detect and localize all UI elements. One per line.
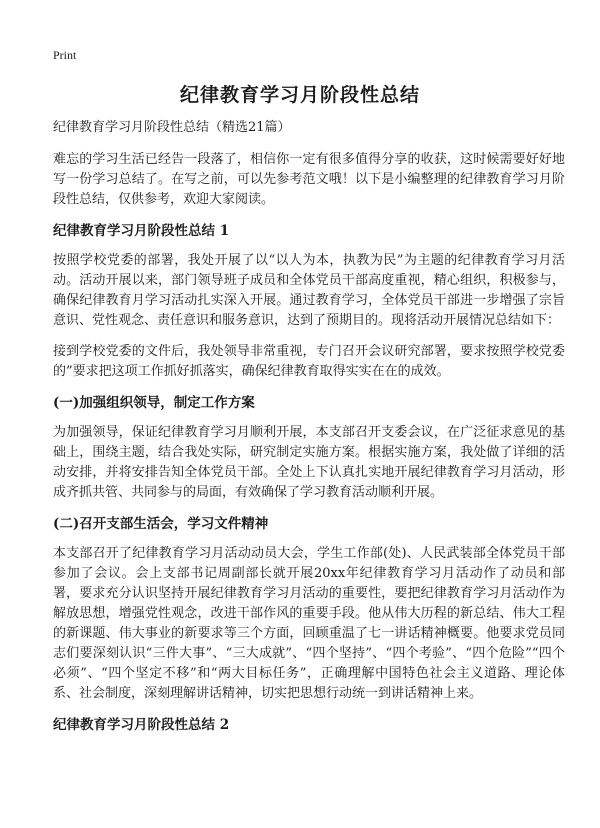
subsection-2-heading: (二)召开支部生活会，学习文件精神 <box>53 516 269 532</box>
print-link[interactable]: Print <box>53 48 77 62</box>
section-1-paragraph-2: 接到学校党委的文件后，我处领导非常重视，专门召开会议研究部署，要求按照学校党委的”要求把这项工作抓好抓落实，确保纪律教育取得实实在在的成效。 <box>53 344 565 379</box>
section-1-paragraph-1: 按照学校党委的部署，我处开展了以“以人为本，执教为民”为主题的纪律教育学习月活动。活动开展以来，部门领导班子成员和全体党员干部高度重视，精心组织，积极参与，确保纪律教育月学习活动扎实深入开展。通过教育学习，全体党员干部进一步增强了宗旨意识、党性观念、责任意识和服务意识，达到了预期目的。现将活动开展情况总结如下： <box>53 253 565 328</box>
section-1-heading: 纪律教育学习月阶段性总结 1 <box>53 223 230 239</box>
subsection-2-paragraph: 本支部召开了纪律教育学习月活动动员大会，学生工作部(处)、人民武装部全体党员干部参加了会议。会上支部书记周副部长就开展20xx年纪律教育学习月活动作了动员和部署，要求充分认识坚持开展纪律教育学习月活动的重要性，要把纪律教育学习月活动作为解放思想，增强党性观念，改进干部作风的重要手段。他从伟大历程的新总结、伟大工程的新课题、伟大事业的新要求等三个方面，回顾重温了七一讲话精神概要。他要求党员同志们要深刻认识“三件大事”、“三大成就”、“四个坚持”、“四个考验”、“四个危险”“四个必须”、“四个坚定不移”和“两大目标任务”，正确理解中国特色社会主义道路、理论体系、社会制度，深刻理解讲话精神，切实把思想行动统一到讲话精神上来。 <box>53 546 565 701</box>
section-2-heading: 纪律教育学习月阶段性总结 2 <box>53 717 230 733</box>
subsection-1-heading: (一)加强组织领导，制定工作方案 <box>53 395 255 411</box>
intro-paragraph: 难忘的学习生活已经告一段落了，相信你一定有很多值得分享的收获，这时候需要好好地写一份学习总结了。在写之前，可以先参考范文哦！以下是小编整理的纪律教育学习月阶段性总结，仅供参考，欢迎大家阅读。 <box>53 152 565 207</box>
subsection-1-paragraph: 为加强领导，保证纪律教育学习月顺利开展，本支部召开支委会议，在广泛征求意见的基础上，围绕主题，结合我处实际，研究制定实施方案。根据实施方案，我处做了详细的活动安排，并将安排告知全体党员干部。全处上下认真扎实地开展纪律教育学习月活动，形成齐抓共管、共同参与的局面，有效确保了学习教育活动顺利开展。 <box>53 425 565 500</box>
document-title: 纪律教育学习月阶段性总结 <box>179 84 420 106</box>
document-subtitle: 纪律教育学习月阶段性总结（精选21篇） <box>53 120 291 135</box>
document-body <box>53 118 565 745</box>
